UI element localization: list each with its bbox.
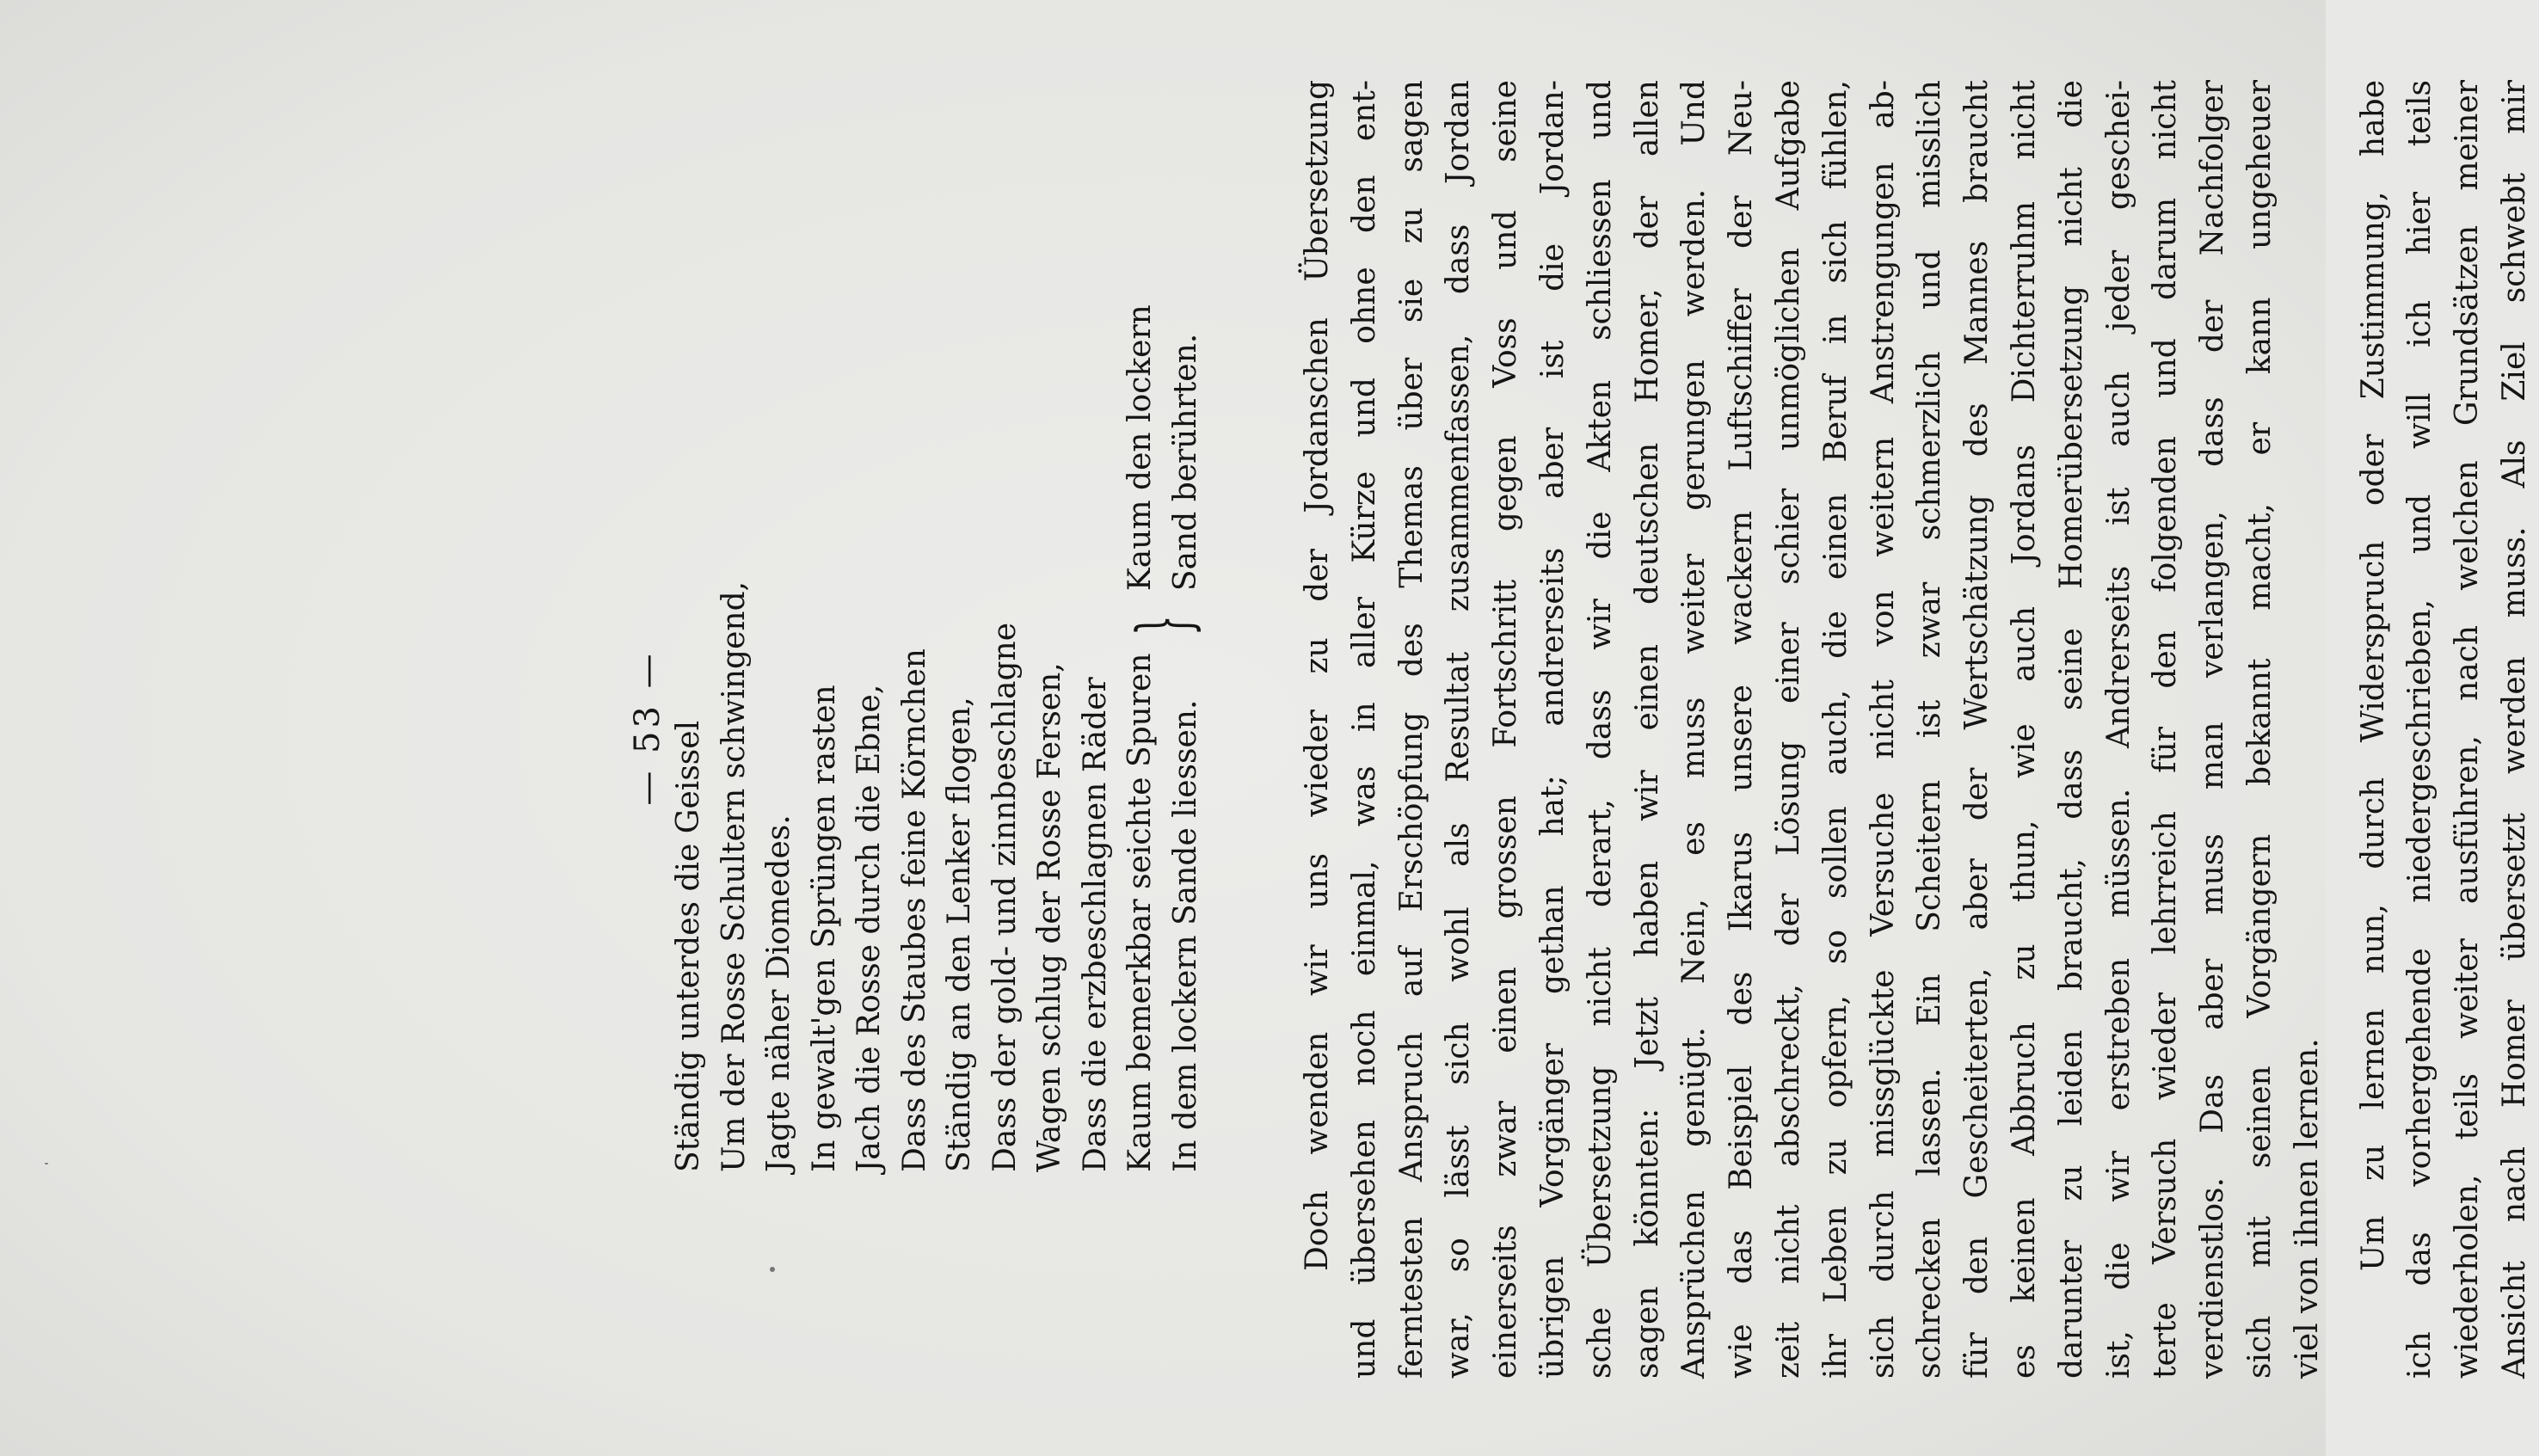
- text-line: sich mit seinen Vorgängern bekannt macht, er kann ungeheuer: [2241, 80, 2278, 1379]
- verse-line: Jach die Rosse durch die Ebne,: [851, 684, 887, 1172]
- verse-line: Jagte näher Diomedes.: [761, 814, 796, 1172]
- text-line: darunter zu leiden braucht, dass seine Homerübersetzung nicht die: [2053, 80, 2089, 1379]
- text-line: sagen könnten: Jetzt haben wir einen deutschen Homer, der allen: [1629, 80, 1665, 1379]
- verse-line: Kaum bemerkbar seichte Spuren: [1122, 653, 1158, 1172]
- text-line: verdienstlos. Das aber muss man verlangen, dass der Nachfolger: [2195, 80, 2231, 1379]
- text-line: viel von ihnen lernen.: [2289, 1038, 2325, 1379]
- variant-right: [1118, 304, 1208, 591]
- text-line: wiederholen, teils weiter ausführen, nach welchen Grundsätzen meiner: [2450, 80, 2486, 1379]
- text-line: ihr Leben zu opfern, so sollen auch, die einen Beruf in sich fühlen,: [1817, 80, 1854, 1379]
- verse-quotation: [667, 140, 1208, 1172]
- verse-line: In dem lockern Sande liessen.: [1167, 699, 1203, 1172]
- text-line: ferntesten Anspruch auf Erschöpfung des Themas über sie zu sagen: [1393, 80, 1429, 1379]
- verse-line: Ständig unterdes die Geissel: [671, 720, 706, 1172]
- brace-symbol: }: [1121, 615, 1206, 636]
- dust-speck: [770, 1267, 775, 1272]
- text-line: und übersehen noch einmal, was in aller Kürze und ohne den ent-: [1346, 80, 1382, 1379]
- verse-line: Sand berührten.: [1167, 333, 1203, 592]
- verse-line: Dass des Staubes feine Körnchen: [896, 648, 932, 1172]
- text-line: Ansprüchen genügt. Nein, es muss weiter gerungen werden. Und: [1676, 80, 1712, 1379]
- text-line: Doch wenden wir uns wieder zu der Jordanschen Übersetzung: [1300, 80, 1335, 1271]
- verse-line: Kaum den lockern: [1122, 304, 1158, 592]
- text-line: sich durch missglückte Versuche nicht von weitern Anstrengungen ab-: [1865, 80, 1901, 1379]
- text-line: sche Übersetzung nicht derart, dass wir die Akten schliessen und: [1582, 80, 1618, 1379]
- text-line: Ansicht nach Homer übersetzt werden muss. Als Ziel schwebt mir: [2496, 80, 2532, 1379]
- text-line: zeit nicht abschreckt, der Lösung einer schier unmöglichen Aufgabe: [1770, 80, 1806, 1379]
- page-number: — 53 —: [628, 650, 667, 806]
- text-line: für den Gescheiterten, aber der Wertschätzung des Mannes braucht: [1959, 80, 1995, 1379]
- text-line: einerseits zwar einen grossen Fortschritt gegen Voss und seine: [1488, 80, 1524, 1379]
- text-line: terte Versuch wieder lehrreich für den folgenden und darum nicht: [2148, 80, 2184, 1379]
- verse-line: In gewalt'gen Sprüngen rasten: [806, 685, 842, 1172]
- text-line: schrecken lassen. Ein Scheitern ist zwar schmerzlich und misslich: [1912, 80, 1948, 1379]
- paragraph-jordan-translation: [1294, 80, 2332, 1379]
- dust-speck: [45, 1163, 48, 1164]
- text-line: ich das vorhergehende niedergeschrieben, und will ich hier teils: [2402, 80, 2438, 1379]
- paragraph-translation-principles: [2351, 80, 2539, 1379]
- text-line: wie das Beispiel des Ikarus unsere wackern Luftschiffer der Neu-: [1724, 80, 1760, 1379]
- text-line: Um zu lernen nun, durch Widerspruch oder Zustimmung, habe: [2355, 80, 2391, 1271]
- text-line: ist, die wir erstreben müssen. Andrerseits ist auch jeder geschei-: [2100, 80, 2136, 1379]
- verse-line: Dass die erzbeschlagnen Räder: [1077, 677, 1113, 1172]
- verse-line: Wagen schlug der Rosse Fersen,: [1032, 662, 1067, 1172]
- verse-line: Um der Rosse Schultern schwingend,: [716, 581, 752, 1172]
- bracketed-variant: [1118, 140, 1208, 1172]
- text-line: war, so lässt sich wohl als Resultat zusammenfassen, dass Jordan: [1441, 80, 1477, 1379]
- variant-left: [1118, 653, 1208, 1172]
- verse-line: Dass der gold- und zinnbeschlagne: [987, 623, 1023, 1172]
- text-line: übrigen Vorgänger gethan hat; andrerseits aber ist die Jordan-: [1534, 80, 1571, 1379]
- verse-line: Ständig an den Lenker flogen,: [942, 697, 977, 1172]
- text-line: es keinen Abbruch zu thun, wie auch Jordans Dichterruhm nicht: [2006, 80, 2042, 1379]
